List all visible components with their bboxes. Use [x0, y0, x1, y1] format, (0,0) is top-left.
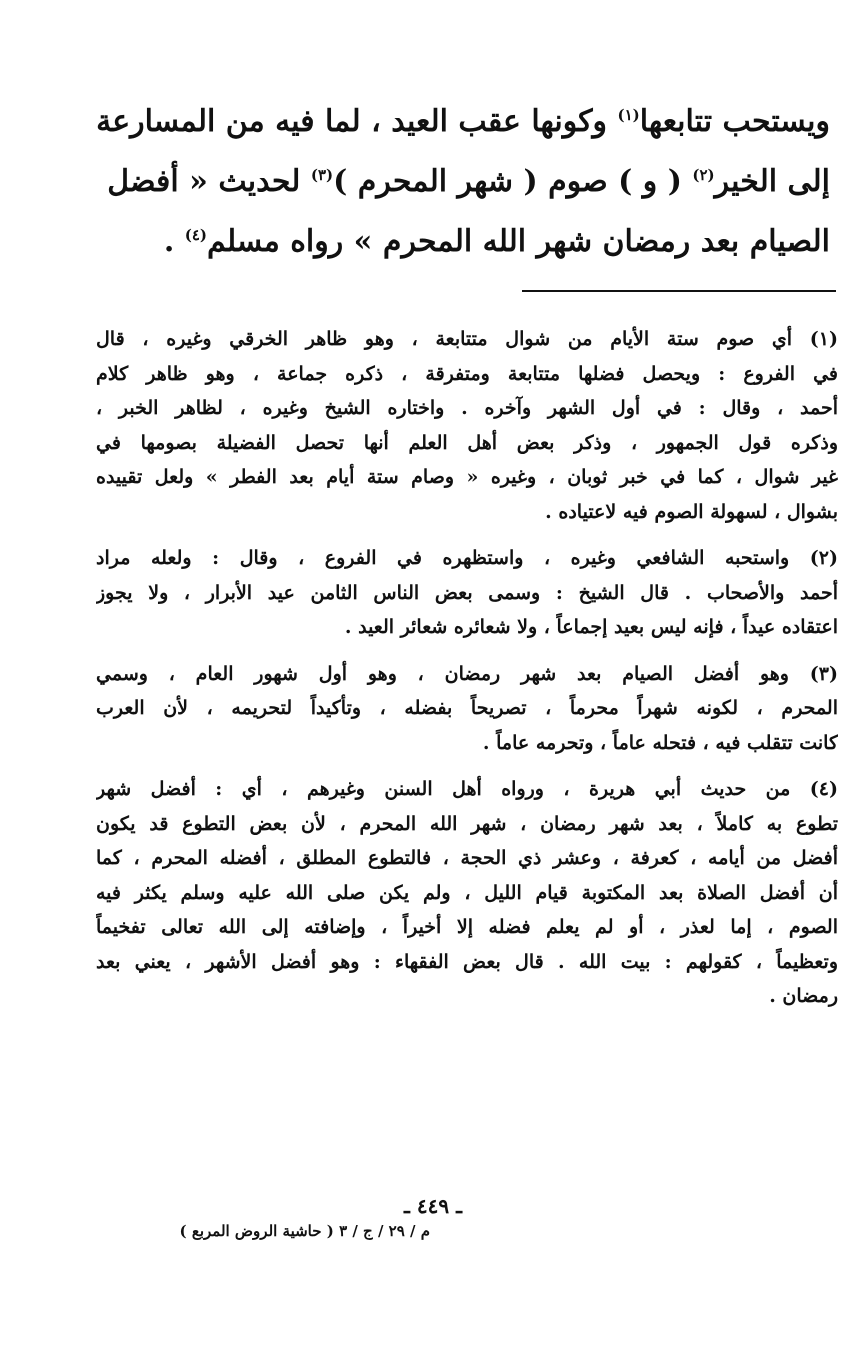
main-line: إلى الخير$^{(٢)}$ ( و ) صوم ( شهر المحرم )$^{(٣)}$ لحديث « أفضل — [107, 164, 830, 199]
footnote-separator — [522, 290, 836, 292]
footnotes — [96, 322, 838, 1026]
footnote-line: أحمد والأصحاب . قال الشيخ : وسمى بعض الناس الثامن عيد الأبرار ، ولا يجوز — [96, 581, 838, 604]
printer-signature: م / ٢٩ / ج / ٣ ( حاشية الروض المربع ) — [179, 1222, 430, 1240]
footnote-line: بشوال ، لسهولة الصوم فيه لاعتياده . — [545, 500, 838, 523]
footnote-line: المحرم ، لكونه شهراً محرماً ، تصريحاً بفضله ، وتأكيداً لتحريمه ، لأن العرب — [96, 697, 838, 719]
footnote-ref: (٣) — [310, 166, 334, 184]
footnote-line: أن أفضل الصلاة بعد المكتوبة قيام الليل ، ولم يكن صلى الله عليه وسلم يكثر فيه — [96, 881, 838, 904]
footnote-line: (٢) واستحبه الشافعي وغيره ، واستظهره في الفروع ، وقال : ولعله مراد — [96, 547, 838, 569]
footnote-line: وذكره قول الجمهور ، وذكر بعض أهل العلم أنها تحصل الفضيلة بصومها في — [96, 431, 838, 454]
footnote-line: كانت تتقلب فيه ، فتحله عاماً ، وتحرمه عاماً . — [482, 731, 838, 754]
footnote-line: (٣) وهو أفضل الصيام بعد شهر رمضان ، وهو أول شهور العام ، وسمي — [96, 662, 838, 685]
footnote-line: تطوع به كاملاً ، بعد شهر رمضان ، شهر الله المحرم ، لأن بعض التطوع قد يكون — [96, 812, 838, 835]
footnote-line: أفضل من أيامه ، كعرفة ، وعشر ذي الحجة ، فالتطوع المطلق ، أفضله المحرم ، كما — [96, 847, 838, 869]
footnote-line: الصوم ، إما لعذر ، أو لم يعلم فضله إلا أخيراً ، وإضافته إلى الله تعالى تفخيماً — [96, 916, 838, 938]
footnote-line: (١) أي صوم ستة الأيام من شوال متتابعة ، وهو ظاهر الخرقي وغيره ، قال — [96, 328, 838, 350]
page-number: ـ ٤٤٩ ـ — [404, 1194, 462, 1218]
footnote-line: اعتقاده عيداً ، فإنه ليس بعيد إجماعاً ، ولا شعائره شعائر العيد . — [344, 616, 838, 638]
main-line: الصيام بعد رمضان شهر الله المحرم » رواه مسلم$^{(٤)}$ . — [163, 224, 830, 259]
footnote-4 — [96, 772, 838, 1014]
footnote-line: أحمد ، وقال : في أول الشهر وآخره . واختاره الشيخ وغيره ، لظاهر الخبر ، — [96, 397, 838, 419]
footnote-ref: (٢) — [692, 166, 715, 184]
footnote-line: (٤) من حديث أبي هريرة ، ورواه أهل السنن وغيرهم ، أي : أفضل شهر — [96, 778, 838, 800]
footnote-ref: (١) — [617, 106, 640, 124]
footnote-line: في الفروع : ويحصل فضلها متتابعة ومتفرقة ، ذكره جماعة ، وهو ظاهر كلام — [96, 362, 838, 385]
footnote-ref: (٤) — [184, 226, 208, 244]
footnote-2 — [96, 541, 838, 645]
footnote-line: رمضان . — [769, 985, 838, 1007]
footnote-1 — [96, 322, 838, 529]
footnote-3 — [96, 657, 838, 761]
main-text — [96, 92, 830, 272]
main-line: ويستحب تتابعها$^{(١)}$ وكونها عقب العيد ، لما فيه من المسارعة — [96, 104, 830, 139]
footnote-line: وتعظيماً ، كقولهم : بيت الله . قال بعض الفقهاء : وهو أفضل الأشهر ، يعني بعد — [96, 950, 838, 973]
footnote-line: غير شوال ، كما في خبر ثوبان ، وغيره « وصام ستة أيام بعد الفطر » ولعل تقييده — [96, 466, 838, 488]
